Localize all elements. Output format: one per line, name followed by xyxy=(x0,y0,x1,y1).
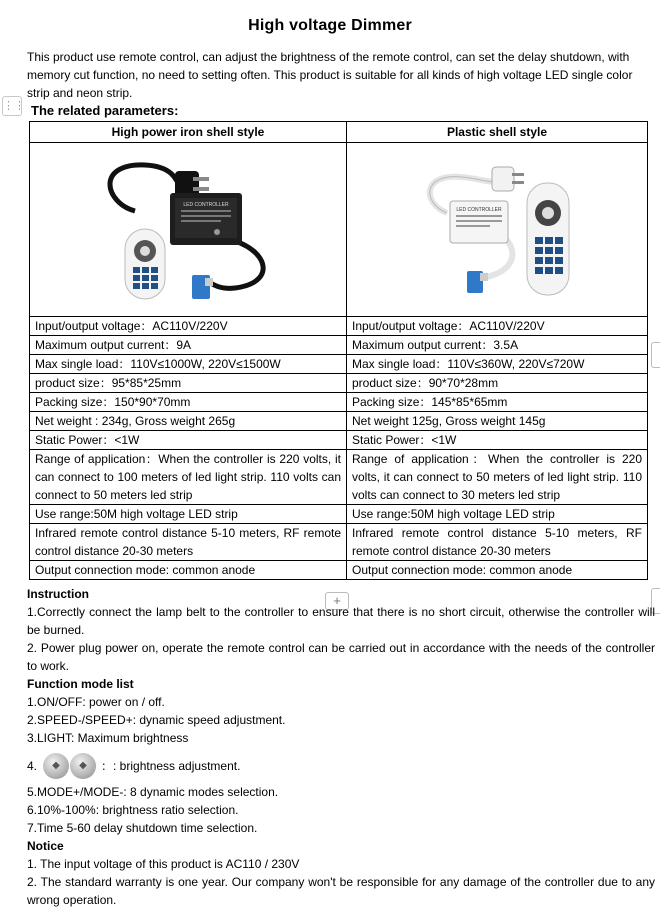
function-item-4 xyxy=(27,751,655,781)
param-cell: Packing size：150*90*70mm xyxy=(30,393,347,412)
param-cell: Use range:50M high voltage LED strip xyxy=(30,505,347,524)
function-item-text: ：: brightness adjustment. xyxy=(101,759,241,773)
param-cell: Maximum output current：9A xyxy=(30,336,347,355)
brightness-up-icon: ◆ xyxy=(70,753,96,779)
brightness-down-icon: ◆ xyxy=(43,753,69,779)
iron-controller-label: LED CONTROLLER xyxy=(183,202,229,208)
param-cell: Maximum output current：3.5A xyxy=(347,336,648,355)
param-cell: Infrared remote control distance 5-10 meters, RF remote control distance 20-30 meters xyxy=(347,524,648,561)
function-item: 1.ON/OFF: power on / off. xyxy=(27,695,165,709)
instruction-heading: Instruction xyxy=(27,587,89,601)
column-header-plastic: Plastic shell style xyxy=(347,122,648,143)
param-cell: Packing size：145*85*65mm xyxy=(347,393,648,412)
params-heading: The related parameters: xyxy=(31,103,179,118)
page-title: High voltage Dimmer xyxy=(248,17,412,34)
drag-handle-icon[interactable]: ⋮⋮ xyxy=(2,96,22,116)
notice-heading: Notice xyxy=(27,839,64,853)
param-cell: Output connection mode: common anode xyxy=(30,561,347,580)
param-cell: Net weight : 234g, Gross weight 265g xyxy=(30,412,347,431)
param-cell: Net weight 125g, Gross weight 145g xyxy=(347,412,648,431)
function-item-number: 4. xyxy=(27,759,38,773)
param-cell: Max single load：110V≤360W, 220V≤720W xyxy=(347,355,648,374)
notice-item: 2. The standard warranty is one year. Our company won't be responsible for any damage of the controller due to any wrong operation. xyxy=(27,875,655,907)
function-item: 7.Time 5-60 delay shutdown time selection. xyxy=(27,821,258,835)
param-cell: Infrared remote control distance 5-10 meters, RF remote control distance 20-30 meters xyxy=(30,524,347,561)
edge-tab[interactable] xyxy=(651,342,660,368)
add-row-button[interactable]: + xyxy=(325,592,349,610)
instruction-section xyxy=(27,585,655,909)
param-cell: Input/output voltage：AC110V/220V xyxy=(30,317,347,336)
param-cell: product size：90*70*28mm xyxy=(347,374,648,393)
plastic-shell-product-image xyxy=(347,143,648,317)
function-item: 3.LIGHT: Maximum brightness xyxy=(27,731,189,745)
param-cell: product size：95*85*25mm xyxy=(30,374,347,393)
param-cell: Input/output voltage：AC110V/220V xyxy=(347,317,648,336)
column-header-iron: High power iron shell style xyxy=(30,122,347,143)
instruction-item: 2. Power plug power on, operate the remote control can be carried out in accordance with the needs of the controller to work. xyxy=(27,641,655,673)
instruction-item: 1.Correctly connect the lamp belt to the controller to ensure that there is no short circuit, otherwise the controller will be burned. xyxy=(27,605,655,637)
iron-shell-product-image xyxy=(30,143,347,317)
intro-paragraph: This product use remote control, can adjust the brightness of the remote control, can set the delay shutdown, with memory cut function, no need to setting often. This product is suitable for all kinds of high voltage LED single color strip and neon strip. xyxy=(27,50,633,100)
function-item: 5.MODE+/MODE-: 8 dynamic modes selection. xyxy=(27,785,279,799)
param-cell: Range of application：When the controller is 220 volts, it can connect to 50 meters of led light strip. 110 volts can connect to 30 meters led strip xyxy=(347,450,648,505)
params-table xyxy=(29,121,648,580)
param-cell: Output connection mode: common anode xyxy=(347,561,648,580)
function-heading: Function mode list xyxy=(27,677,134,691)
plastic-controller-label: LED CONTROLLER xyxy=(456,207,502,213)
notice-item: 1. The input voltage of this product is AC110 / 230V xyxy=(27,857,300,871)
param-cell: Max single load：110V≤1000W, 220V≤1500W xyxy=(30,355,347,374)
param-cell: Static Power：<1W xyxy=(347,431,648,450)
param-cell: Static Power：<1W xyxy=(30,431,347,450)
param-cell: Range of application：When the controller is 220 volts, it can connect to 100 meters of led light strip. 110 volts can connect to 50 meters led strip xyxy=(30,450,347,505)
param-cell: Use range:50M high voltage LED strip xyxy=(347,505,648,524)
brightness-buttons-icon xyxy=(43,753,97,779)
function-item: 2.SPEED-/SPEED+: dynamic speed adjustment. xyxy=(27,713,286,727)
function-item: 6.10%-100%: brightness ratio selection. xyxy=(27,803,239,817)
